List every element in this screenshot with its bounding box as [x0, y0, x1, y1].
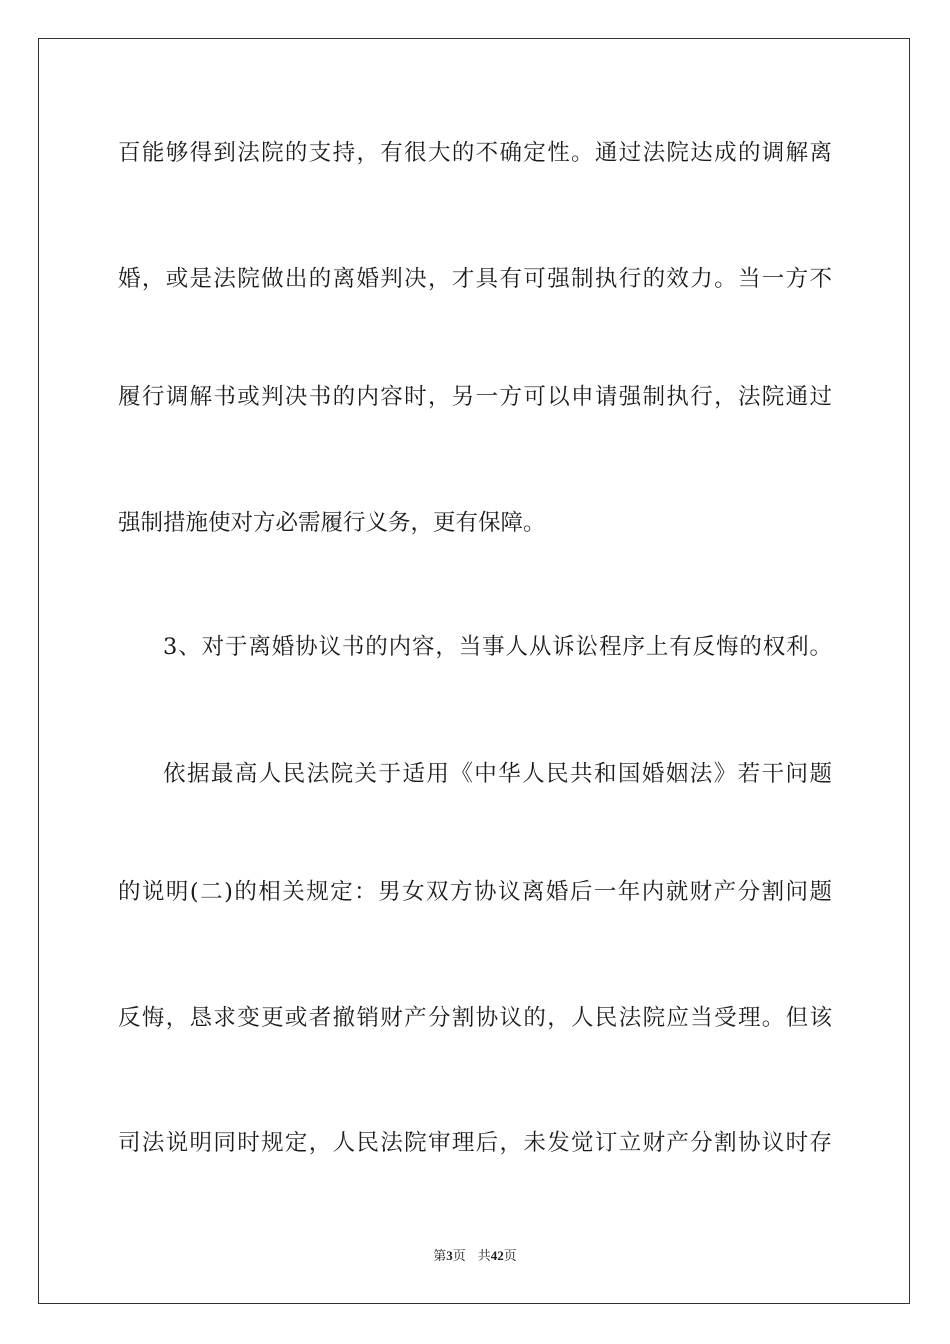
body-line-6: 依据最高人民法院关于适用《中华人民共和国婚姻法》若干问题: [163, 761, 832, 787]
page-border: [38, 38, 910, 1304]
page-suffix: 页: [452, 1248, 466, 1263]
total-pages: 42: [490, 1248, 504, 1263]
total-prefix: 共: [477, 1248, 491, 1263]
body-line-9: 司法说明同时规定，人民法院审理后，未发觉订立财产分割协议时存: [118, 1130, 832, 1156]
body-line-2: 婚，或是法院做出的离婚判决，才具有可强制执行的效力。当一方不: [118, 266, 832, 292]
body-line-3: 履行调解书或判决书的内容时，另一方可以申请强制执行，法院通过: [118, 384, 832, 410]
page-footer: [0, 1247, 950, 1265]
page-number: 3: [446, 1248, 453, 1263]
body-line-4: 强制措施使对方必需履行义务，更有保障。: [118, 510, 546, 536]
page-prefix: 第: [433, 1248, 447, 1263]
body-line-5: 3、对于离婚协议书的内容，当事人从诉讼程序上有反悔的权利。: [163, 634, 832, 660]
total-suffix: 页: [503, 1248, 517, 1263]
body-line-7: 的说明(二)的相关规定：男女双方协议离婚后一年内就财产分割问题: [118, 879, 832, 905]
body-line-8: 反悔，恳求变更或者撤销财产分割协议的，人民法院应当受理。但该: [118, 1005, 832, 1031]
body-line-1: 百能够得到法院的支持，有很大的不确定性。通过法院达成的调解离: [118, 140, 832, 166]
